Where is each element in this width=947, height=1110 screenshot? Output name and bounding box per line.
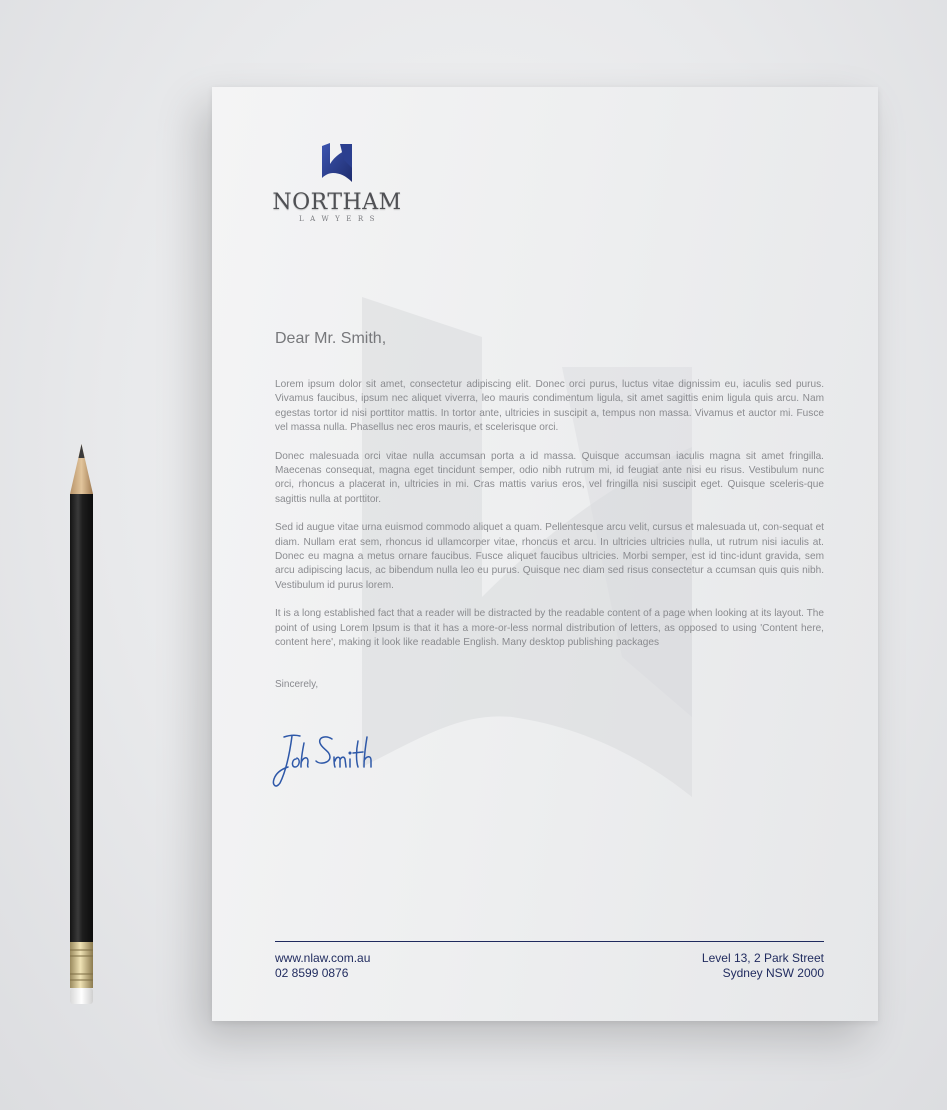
phone-number: 02 8599 0876 <box>275 965 349 980</box>
company-name: NORTHAM <box>272 190 402 215</box>
footer-divider <box>275 941 824 942</box>
website-link[interactable]: www.nlaw.com.au <box>275 951 371 965</box>
company-logo <box>270 142 404 223</box>
letter-paragraph: Lorem ipsum dolor sit amet, consectetur adipiscing elit. Donec orci purus, luctus vitae dignissim eu, iaculis sed purus. Vivamus faucibus, ipsum nec aliquet viverra, leo mauris condimentum ligula, sit amet sagittis enim ligula quis arcu. Nam egestas tortor id nisi porttitor mattis. In tortor ante, ultricies in suscipit a, tempus non massa. Vivamus et auctor mi. Fusce vel massa nulla. Phasellus nec eros mauris, et scelerisque orci. <box>275 379 824 434</box>
letter-body <box>275 378 824 665</box>
closing: Sincerely, <box>275 679 319 690</box>
address-line-2: Sydney NSW 2000 <box>722 965 824 980</box>
address-line-1: Level 13, 2 Park Street <box>701 951 824 965</box>
salutation: Dear Mr. Smith, <box>275 330 387 347</box>
footer-contact <box>275 951 370 980</box>
footer-address <box>702 951 824 980</box>
logo-mark-icon <box>320 142 354 184</box>
signature <box>270 723 395 793</box>
pencil-icon <box>68 444 95 1006</box>
letterhead-sheet <box>212 87 878 1021</box>
letter-paragraph: Sed id augue vitae urna euismod commodo aliquet a quam. Pellentesque arcu velit, cursus et malesuada ut, con-sequat et diam. Nullam erat sem, rhoncus id ullamcorper vitae, rhoncus et arcu. In ultricies ultricies nulla, ut rutrum nisi iaculis at. Donec eu magna a metus ornare faucibus. Fusce aliquet faucibus ultricies. Morbi semper, est id tinc-idunt gravida, sem arcu adipiscing lacus, ac bibendum nulla leo eu purus. Quisque nec diam sed risus consectetur a ccumsan quis quis nibh. Vestibulum id purus lorem. <box>275 522 824 591</box>
letter-paragraph: Donec malesuada orci vitae nulla accumsan porta a id massa. Quisque accumsan iaculis magna sit amet fringilla. Maecenas consequat, magna eget tincidunt semper, odio nibh rutrum mi, id feugiat ante nisi eu risus. Vestibulum nunc orci, rhoncus a placerat in, ultricies in mi. Cras mattis varius eros, vel fringilla nisi suscipit eget. Quisque sceleris-que sagittis nulla at porttitor. <box>275 450 824 505</box>
company-subtitle: LAWYERS <box>299 215 381 223</box>
letter-paragraph: It is a long established fact that a reader will be distracted by the readable content of a page when looking at its layout. The point of using Lorem Ipsum is that it has a more-or-less normal distribution of letters, as opposed to using 'Content here, content here', making it look like readable English. Many desktop publishing packages <box>275 608 824 649</box>
